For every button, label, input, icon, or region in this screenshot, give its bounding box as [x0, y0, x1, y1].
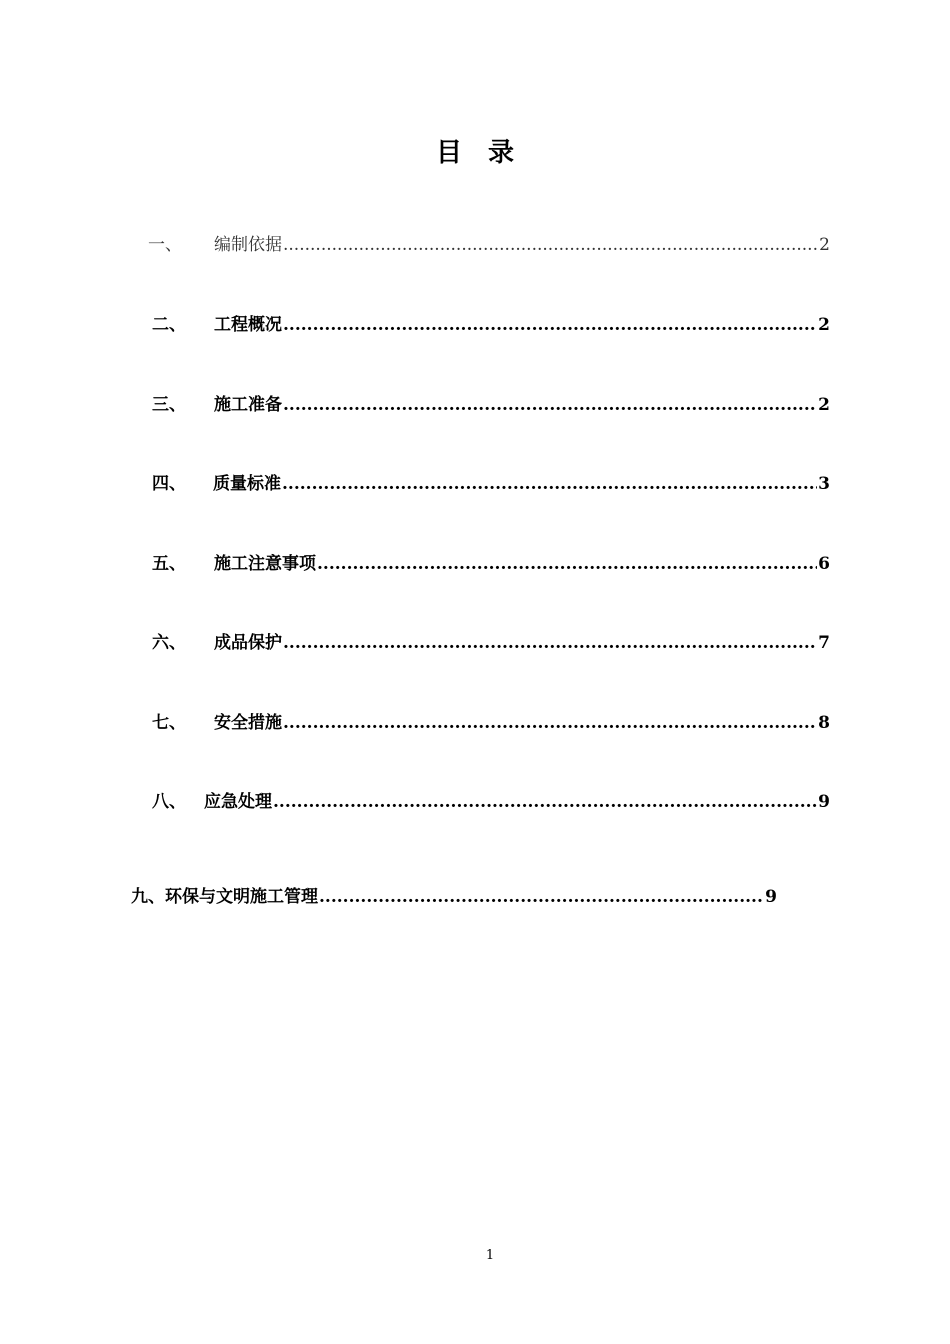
title-char: 录 [488, 138, 515, 168]
toc-entry-label: 施工准备 [214, 395, 282, 415]
toc-entry-3[interactable] [152, 394, 830, 416]
toc-entry-label: 环保与文明施工管理 [165, 887, 318, 907]
toc-entry-page: 3 [818, 474, 830, 494]
toc-entry-number: 六、 [152, 633, 186, 653]
toc-entry-number: 五、 [152, 554, 186, 574]
toc-entry-label: 成品保护 [214, 633, 282, 653]
toc-entry-label: 安全措施 [214, 713, 282, 733]
toc-entry-4[interactable] [152, 473, 830, 495]
toc-dot-leader [282, 473, 817, 495]
toc-dot-leader [273, 791, 817, 813]
toc-dot-leader [283, 234, 818, 256]
toc-dot-leader [283, 314, 817, 336]
toc-entry-page: 2 [818, 315, 830, 335]
toc-dot-leader [283, 712, 817, 734]
toc-entry-page: 9 [818, 792, 830, 812]
toc-entry-number: 四、 [152, 474, 186, 494]
toc-entry-label: 施工注意事项 [214, 554, 316, 574]
toc-entry-number: 七、 [152, 713, 186, 733]
toc-entry-label: 质量标准 [213, 474, 281, 494]
toc-entry-page: 2 [818, 395, 830, 415]
toc-entry-8[interactable] [152, 791, 830, 813]
page-number: 1 [485, 1248, 495, 1263]
toc-entry-1[interactable] [148, 234, 830, 256]
toc-entry-label: 工程概况 [214, 315, 282, 335]
toc-entry-page: 9 [765, 887, 777, 907]
toc-entry-2[interactable] [152, 314, 830, 336]
toc-dot-leader [317, 553, 817, 575]
toc-entry-9[interactable] [131, 886, 777, 908]
toc-entry-7[interactable] [152, 712, 830, 734]
toc-entry-page: 7 [818, 633, 830, 653]
toc-dot-leader [283, 394, 817, 416]
toc-dot-leader [283, 632, 817, 654]
toc-entry-number: 八、 [152, 792, 186, 812]
toc-dot-leader [319, 886, 764, 908]
title-char: 目 [435, 138, 462, 168]
toc-entry-page: 6 [818, 554, 830, 574]
toc-entry-number: 二、 [152, 315, 186, 335]
toc-entry-page: 8 [818, 713, 830, 733]
toc-entry-number: 一、 [148, 235, 182, 255]
toc-entry-number: 九、 [131, 887, 165, 907]
toc-entry-5[interactable] [152, 553, 830, 575]
toc-entry-number: 三、 [152, 395, 186, 415]
toc-entry-page: 2 [819, 235, 830, 255]
toc-entry-label: 应急处理 [204, 792, 272, 812]
toc-entry-6[interactable] [152, 632, 830, 654]
toc-entry-label: 编制依据 [214, 235, 282, 255]
